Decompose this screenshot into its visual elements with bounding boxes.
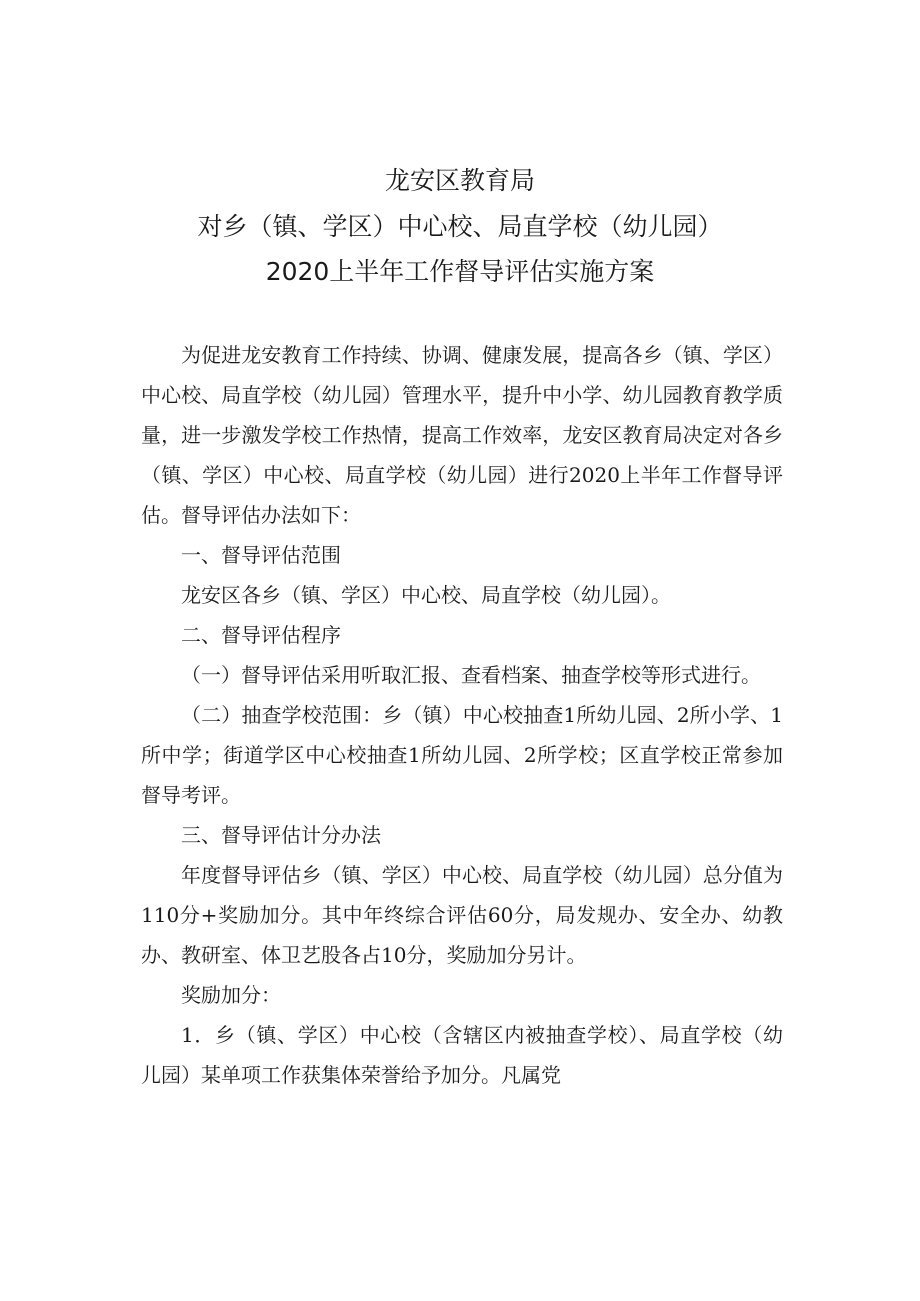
procedure-item-1: （一）督导评估采用听取汇报、查看档案、抽查学校等形式进行。 [181, 663, 761, 687]
bonus-heading: 奖励加分： [181, 983, 281, 1007]
document-body [141, 335, 783, 1095]
section-heading-procedure: 二、督导评估程序 [181, 623, 341, 647]
section-heading-scope: 一、督导评估范围 [181, 543, 341, 567]
intro-paragraph: 为促进龙安教育工作持续、协调、健康发展，提高各乡（镇、学区）中心校、局直学校（幼儿园）管理水平，提升中小学、幼儿园教育教学质量，进一步激发学校工作热情，提高工作效率，龙安区教育局决定对各乡（镇、学区）中心校、局直学校（幼儿园）进行2020上半年工作督导评估。督导评估办法如下： [141, 343, 783, 527]
title-line-2: 对乡（镇、学区）中心校、局直学校（幼儿园） [197, 212, 723, 241]
title-line-1: 龙安区教育局 [384, 166, 535, 195]
scope-paragraph: 龙安区各乡（镇、学区）中心校、局直学校（幼儿园）。 [181, 583, 671, 607]
bonus-item-1: 1．乡（镇、学区）中心校（含辖区内被抽查学校）、局直学校（幼儿园）某单项工作获集体荣誉给予加分。凡属党 [141, 1023, 783, 1087]
procedure-item-2: （二）抽查学校范围：乡（镇）中心校抽查1所幼儿园、2所小学、1所中学；街道学区中心校抽查1所幼儿园、2所学校；区直学校正常参加督导考评。 [141, 703, 783, 807]
scoring-paragraph: 年度督导评估乡（镇、学区）中心校、局直学校（幼儿园）总分值为110分+奖励加分。其中年终综合评估60分，局发规办、安全办、幼教办、教研室、体卫艺股各占10分，奖励加分另计。 [141, 863, 783, 967]
title-line-3: 2020上半年工作督导评估实施方案 [265, 257, 655, 286]
section-heading-scoring: 三、督导评估计分办法 [181, 823, 381, 847]
